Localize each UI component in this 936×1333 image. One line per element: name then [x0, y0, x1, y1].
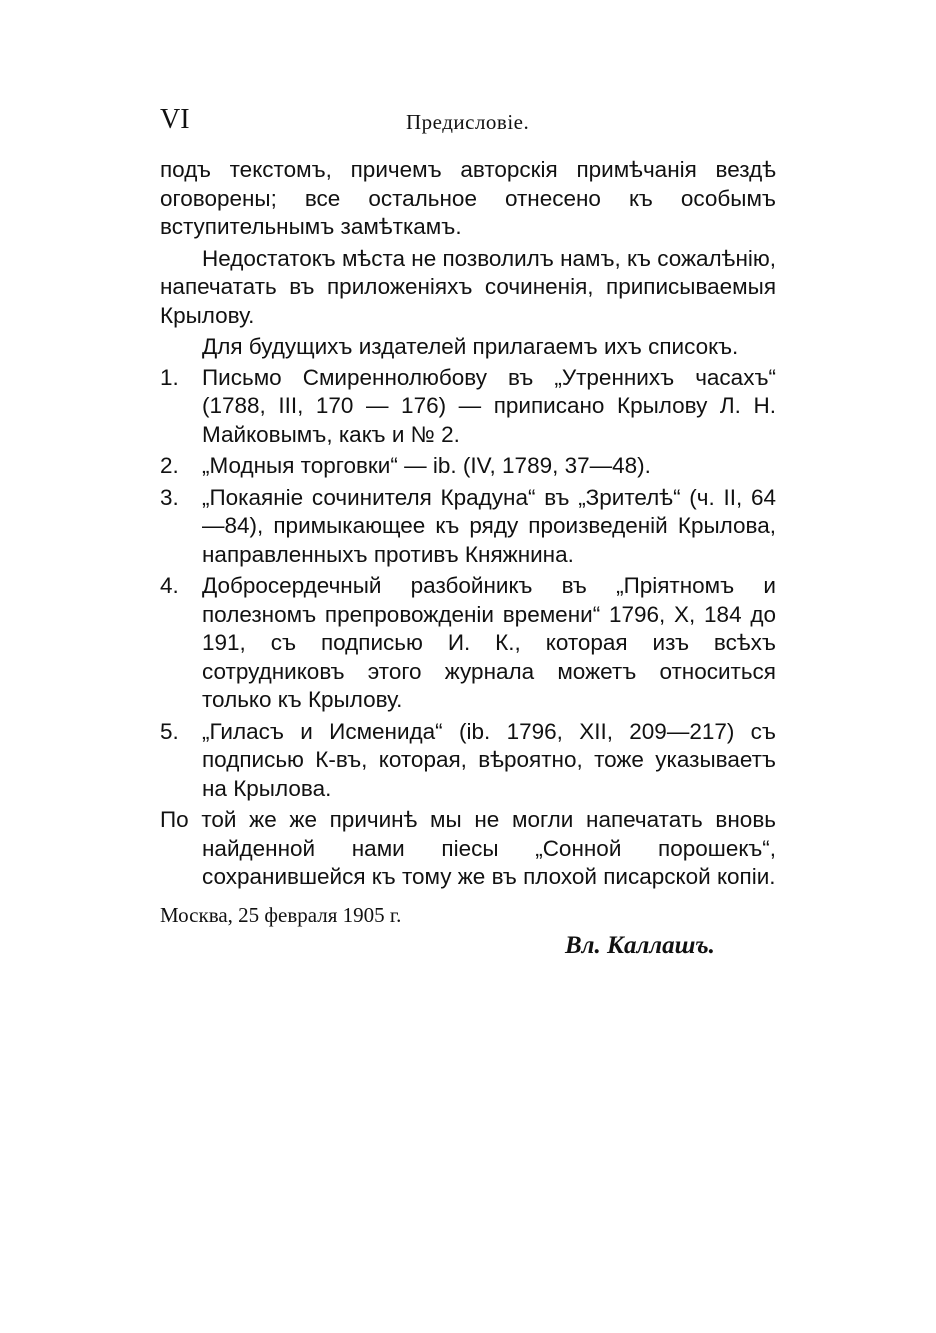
list-item [160, 718, 776, 804]
signature: Вл. Каллашъ. [565, 932, 715, 959]
list-item-text: „Модныя торговки“ — ib. (IV, 1789, 37—48). [202, 453, 651, 478]
list-item-text: „Гиласъ и Исменида“ (ib. 1796, XII, 209—217) съ подписью К-въ, которая, вѣроятно, тоже указываетъ на Крылова. [202, 718, 776, 801]
list-item [160, 452, 776, 481]
place-date: Москва, 25 февраля 1905 г. [160, 903, 402, 927]
paragraph-2: Недостатокъ мѣста не позволилъ намъ, къ сожалѣнію, напечатать въ приложеніяхъ сочиненія, приписываемыя Крылову. [160, 245, 777, 328]
list-item [160, 484, 776, 570]
running-title: Предисловіе. [406, 110, 530, 134]
list-item-number: 2. [160, 453, 179, 478]
list-item-number: 1. [160, 364, 179, 390]
body-text [160, 156, 776, 914]
list-item [160, 572, 776, 715]
list-item-number: 4. [160, 573, 179, 598]
list-item-number: 3. [160, 484, 179, 510]
list-item [160, 364, 776, 450]
works-list [160, 364, 776, 804]
list-item-text: Письмо Смиреннолюбову въ „Утреннихъ часахъ“ (1788, III, 170 — 176) — приписано Крылову Л. Н. Майковымъ, какъ и № 2. [202, 364, 776, 447]
paragraph-1: подъ текстомъ, причемъ авторскія примѣчанія вездѣ оговорены; все остальное отнесено къ особымъ вступительнымъ замѣткамъ. [160, 157, 776, 239]
list-item-text: Добросердечный разбойникъ въ „Пріятномъ и полезномъ препровожденіи времени“ 1796, X, 184 до 191, съ подписью И. К., которая изъ всѣхъ сотрудниковъ этого журнала можетъ относиться только къ Крылову. [202, 573, 776, 712]
closing-paragraph: По той же же причинѣ мы не могли напечатать вновь найденной нами піесы „Сонной порошекъ“, сохранившейся къ тому же въ плохой писарской копіи. [160, 807, 776, 889]
paragraph-3: Для будущихъ издателей прилагаемъ ихъ списокъ. [202, 334, 739, 359]
list-item-text: „Покаяніе сочинителя Крадуна“ въ „Зрителѣ“ (ч. II, 64—84), примыкающее къ ряду произведеній Крылова, направленныхъ противъ Княжнина. [202, 484, 776, 567]
list-item-number: 5. [160, 718, 179, 744]
page-number: VI [160, 104, 190, 135]
